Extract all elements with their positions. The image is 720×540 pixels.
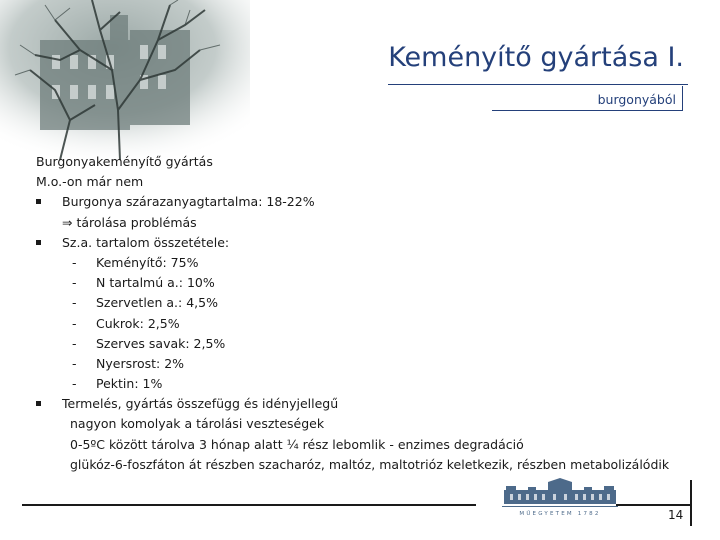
slide-title: Keményítő gyártása I. bbox=[388, 42, 684, 73]
component-item bbox=[36, 273, 669, 293]
bullet-continuation: ⇒ tárolása problémás bbox=[62, 214, 197, 230]
bullet-text: Sz.a. tartalom összetétele: bbox=[62, 234, 230, 250]
dash-marker: - bbox=[72, 275, 77, 291]
component-text: Pektin: 1% bbox=[96, 376, 163, 392]
component-text: N tartalmú a.: 10% bbox=[96, 275, 215, 291]
component-item bbox=[36, 374, 669, 394]
dash-marker: - bbox=[72, 295, 77, 311]
subtitle-box bbox=[492, 86, 683, 111]
footer-vertical-rule bbox=[690, 480, 692, 526]
bullet-item bbox=[36, 233, 669, 253]
title-underline bbox=[388, 84, 688, 85]
component-item bbox=[36, 253, 669, 273]
dash-marker: - bbox=[72, 315, 77, 331]
bullet-sub-line: 0-5ºC között tárolva 3 hónap alatt ¼ rész lebomlik - enzimes degradáció bbox=[70, 436, 524, 452]
component-text: Keményítő: 75% bbox=[96, 254, 199, 270]
body-intro: M.o.-on már nem bbox=[36, 174, 144, 190]
component-text: Nyersrost: 2% bbox=[96, 355, 185, 371]
footer-rule-right bbox=[616, 504, 692, 506]
dash-marker: - bbox=[72, 376, 77, 392]
university-logo bbox=[498, 478, 622, 518]
dash-marker: - bbox=[72, 335, 77, 351]
bullet-text: Termelés, gyártás összefügg és idényjellegű bbox=[62, 396, 339, 412]
component-item bbox=[36, 314, 669, 334]
dash-marker: - bbox=[72, 355, 77, 371]
dash-marker: - bbox=[72, 254, 77, 270]
component-item bbox=[36, 354, 669, 374]
bullet-text: Burgonya szárazanyagtartalma: 18-22% bbox=[62, 194, 315, 210]
component-text: Cukrok: 2,5% bbox=[96, 315, 180, 331]
square-bullet-icon bbox=[36, 240, 41, 245]
bullet-item bbox=[36, 394, 669, 414]
slide-body bbox=[36, 152, 669, 475]
bullet-item bbox=[36, 192, 669, 212]
logo-caption: MŰEGYETEM 1782 bbox=[519, 511, 601, 517]
bullet-sub-line: nagyon komolyak a tárolási veszteségek bbox=[70, 416, 325, 432]
component-text: Szervetlen a.: 4,5% bbox=[96, 295, 218, 311]
component-text: Szerves savak: 2,5% bbox=[96, 335, 226, 351]
header-photo bbox=[0, 0, 250, 160]
slide-subtitle: burgonyából bbox=[597, 92, 676, 107]
page-number: 14 bbox=[668, 508, 684, 522]
square-bullet-icon bbox=[36, 199, 41, 204]
footer-rule bbox=[22, 504, 476, 506]
component-item bbox=[36, 293, 669, 313]
component-item bbox=[36, 334, 669, 354]
body-heading: Burgonyakeményítő gyártás bbox=[36, 154, 213, 169]
bullet-sub-line: glükóz-6-foszfáton át részben szacharóz, maltóz, maltotrióz keletkezik, részben metabolizálódik bbox=[70, 456, 670, 472]
square-bullet-icon bbox=[36, 401, 41, 406]
